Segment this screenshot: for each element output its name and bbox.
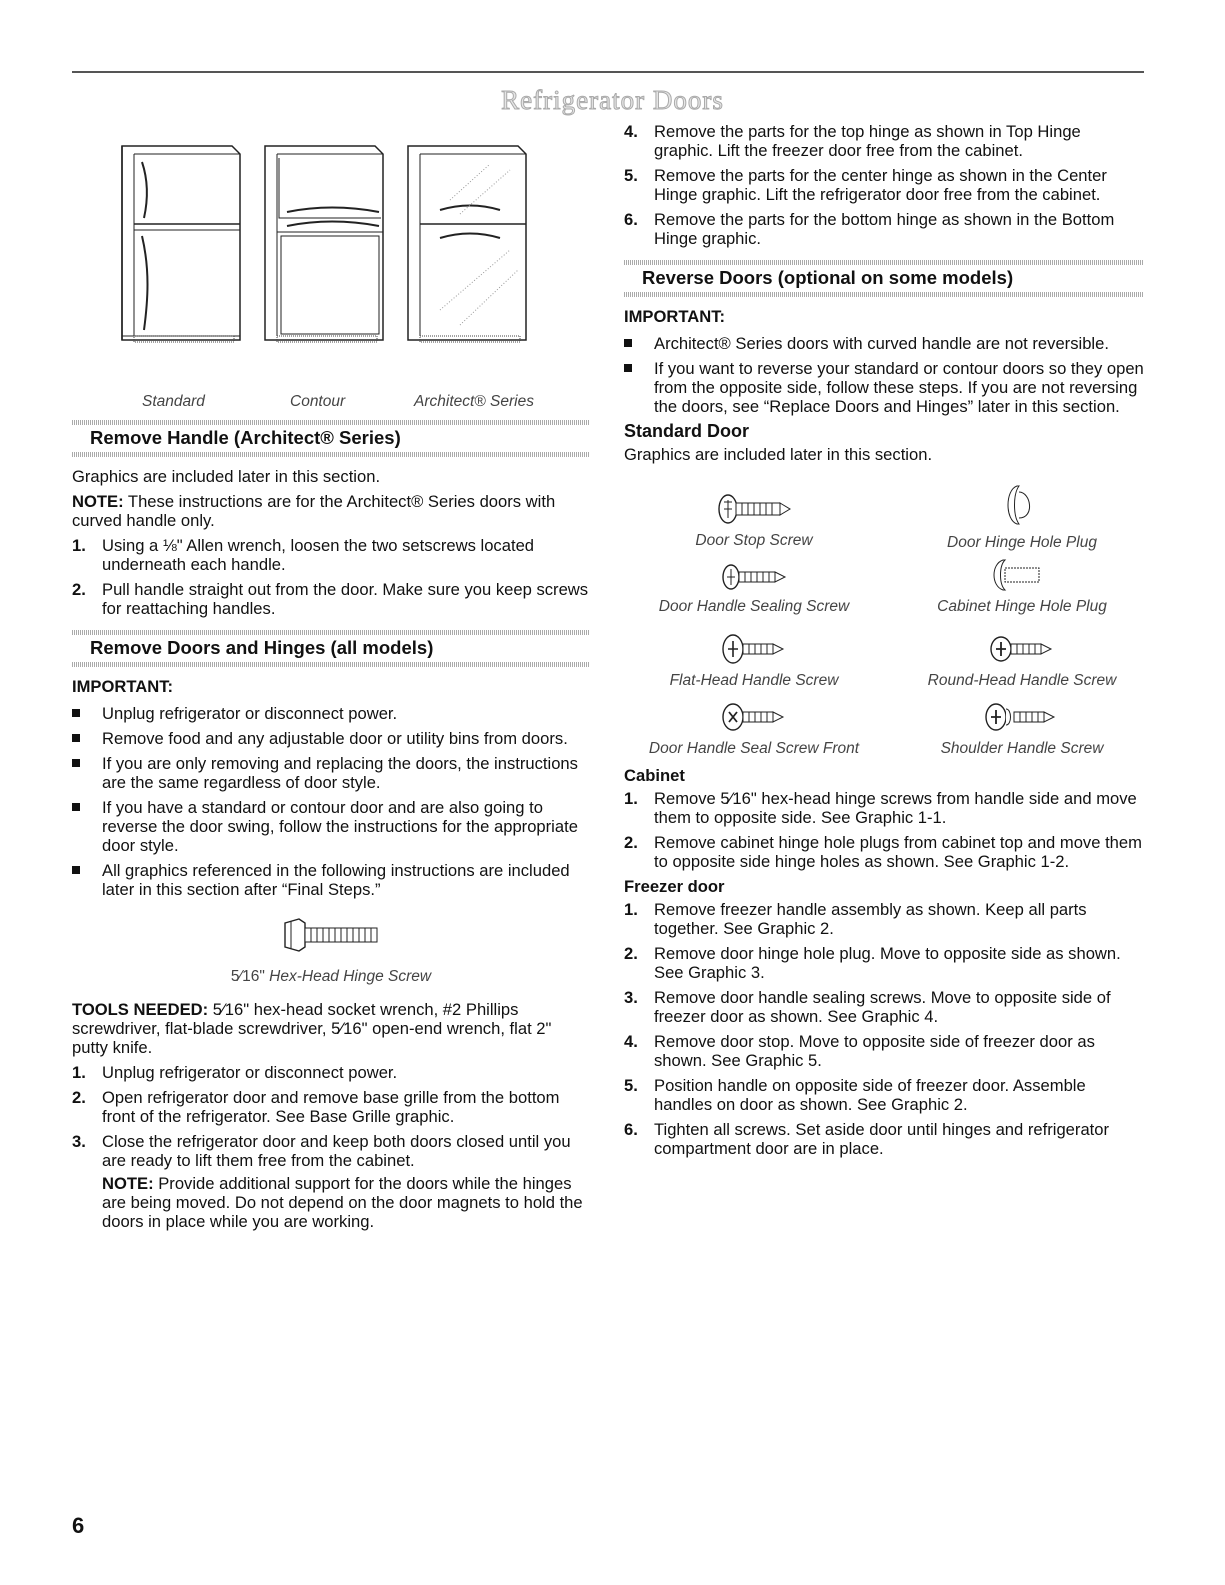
remove-doors-heading: Remove Doors and Hinges (all models) [72,630,590,663]
round-head-handle-screw: Round-Head Handle Screw [892,632,1152,690]
hex-head-screw-icon [281,917,381,953]
cabinet-hinge-hole-plug: Cabinet Hinge Hole Plug [892,558,1152,616]
list-item: 1. Remove 5⁄16" hex-head hinge screws from handle side and move them to opposite side. See Graphic 1-1. [624,789,1137,827]
reverse-doors-heading: Reverse Doors (optional on some models) [624,260,1144,293]
hex-head-screw-figure [72,917,590,986]
list-item: 2. Open refrigerator door and remove base grille from the bottom front of the refrigerator. See Base Grille graphic. [72,1088,560,1126]
list-item: 4. Remove door stop. Move to opposite side of freezer door as shown. See Graphic 5. [624,1032,1095,1070]
contour-fridge-icon [257,140,389,350]
list-item: 3. Remove door handle sealing screws. Move to opposite side of freezer door as shown. See Graphic 4. [624,988,1111,1026]
remove-handle-steps [72,536,590,618]
list-item: 1. Unplug refrigerator or disconnect power. [72,1063,398,1082]
freezer-door-steps [624,900,1144,1158]
flat-head-handle-screw: Flat-Head Handle Screw [624,632,884,690]
remove-handle-intro: Graphics are included later in this section. [72,467,381,486]
list-item: If you have a standard or contour door and are also going to reverse the door swing, follow the instructions for the appropriate door style. [72,798,590,855]
door-stop-screw-icon [714,492,794,526]
door-hinge-hole-plug: Door Hinge Hole Plug [892,482,1152,552]
reverse-doors-bullets [624,334,1144,416]
caption-architect: Architect® Series [414,393,534,410]
list-item: 1. Using a ⅛" Allen wrench, loosen the two setscrews located underneath each handle. [72,536,535,574]
list-item: 5. Remove the parts for the center hinge as shown in the Center Hinge graphic. Lift the refrigerator door free from the cabinet. [624,166,1107,204]
cabinet-heading: Cabinet [624,766,685,785]
fridge-styles-figure [72,140,590,410]
remove-doors-steps-continued [624,122,1144,248]
caption-contour: Contour [290,393,346,410]
list-item: All graphics referenced in the following instructions are included later in this section after “Final Steps.” [72,861,590,899]
top-rule [72,71,1144,73]
remove-doors-steps [72,1063,590,1231]
list-item: 4. Remove the parts for the top hinge as shown in Top Hinge graphic. Lift the freezer door free from the cabinet. [624,122,1081,160]
list-item: 5. Position handle on opposite side of freezer door. Assemble handles on door as shown. See Graphic 2. [624,1076,1086,1114]
standard-door-heading: Standard Door [624,421,750,441]
caption-standard: Standard [142,393,205,410]
door-hinge-hole-plug-icon [997,482,1047,528]
remove-handle-note: NOTE: These instructions are for the Architect® Series doors with curved handle only. [72,492,556,530]
list-item: 2. Remove cabinet hinge hole plugs from cabinet top and move them to opposite side hinge holes as shown. See Graphic 1-2. [624,833,1142,871]
architect-fridge-icon [400,140,532,350]
flat-head-handle-screw-icon [719,632,789,666]
list-item: 1. Remove freezer handle assembly as shown. Keep all parts together. See Graphic 2. [624,900,1087,938]
cabinet-hinge-hole-plug-icon [987,558,1057,592]
list-item: 3. Close the refrigerator door and keep both doors closed until you are ready to lift them free from the cabinet. NOTE: Provide additional support for the doors while the hinges are being moved. Do not depend on the door magnets to hold the doors in place while you are working. [72,1132,590,1231]
door-handle-seal-screw-front: Door Handle Seal Screw Front [624,700,884,758]
door-handle-sealing-screw-icon [719,562,789,592]
freezer-door-heading: Freezer door [624,877,725,896]
screw-parts-figure [624,482,1144,760]
step3-note: NOTE: Provide additional support for the doors while the hinges are being moved. Do not depend on the door magnets to hold the doors in place while you are working. [102,1174,583,1231]
remove-handle-heading: Remove Handle (Architect® Series) [72,420,590,453]
page-title: Refrigerator Doors [501,85,724,115]
tools-needed: TOOLS NEEDED: 5⁄16" hex-head socket wrench, #2 Phillips screwdriver, flat-blade screwdriver, 5⁄16" open-end wrench, flat 2" putty knife. [72,1000,552,1057]
important-label: IMPORTANT: [72,677,174,696]
list-item: 2. Pull handle straight out from the door. Make sure you keep screws for reattaching handles. [72,580,589,618]
list-item: If you are only removing and replacing the doors, the instructions are the same regardless of door style. [72,754,590,792]
door-handle-sealing-screw: Door Handle Sealing Screw [624,562,884,616]
page-number: 6 [72,1513,85,1538]
hex-screw-caption: 5⁄16" Hex-Head Hinge Screw [230,968,432,985]
standard-door-intro: Graphics are included later in this section. [624,445,933,464]
cabinet-steps [624,789,1144,871]
important-label: IMPORTANT: [624,307,726,326]
list-item: If you want to reverse your standard or contour doors so they open from the opposite side, follow these steps. If you are not reversing the doors, see “Replace Doors and Hinges” later in this section. [624,359,1144,416]
list-item: 6. Tighten all screws. Set aside door until hinges and refrigerator compartment door are in place. [624,1120,1110,1158]
shoulder-handle-screw-icon [982,700,1062,734]
list-item: Remove food and any adjustable door or utility bins from doors. [72,729,590,748]
door-stop-screw: Door Stop Screw [624,492,884,550]
right-column [624,122,1144,1164]
round-head-handle-screw-icon [987,632,1057,666]
standard-fridge-icon [114,140,246,350]
remove-doors-bullets [72,704,590,899]
shoulder-handle-screw: Shoulder Handle Screw [892,700,1152,758]
list-item: 6. Remove the parts for the bottom hinge as shown in the Bottom Hinge graphic. [624,210,1115,248]
list-item: Architect® Series doors with curved handle are not reversible. [624,334,1144,353]
list-item: 2. Remove door hinge hole plug. Move to opposite side as shown. See Graphic 3. [624,944,1121,982]
door-handle-seal-screw-front-icon [719,700,789,734]
left-column [72,140,590,1237]
list-item: Unplug refrigerator or disconnect power. [72,704,590,723]
